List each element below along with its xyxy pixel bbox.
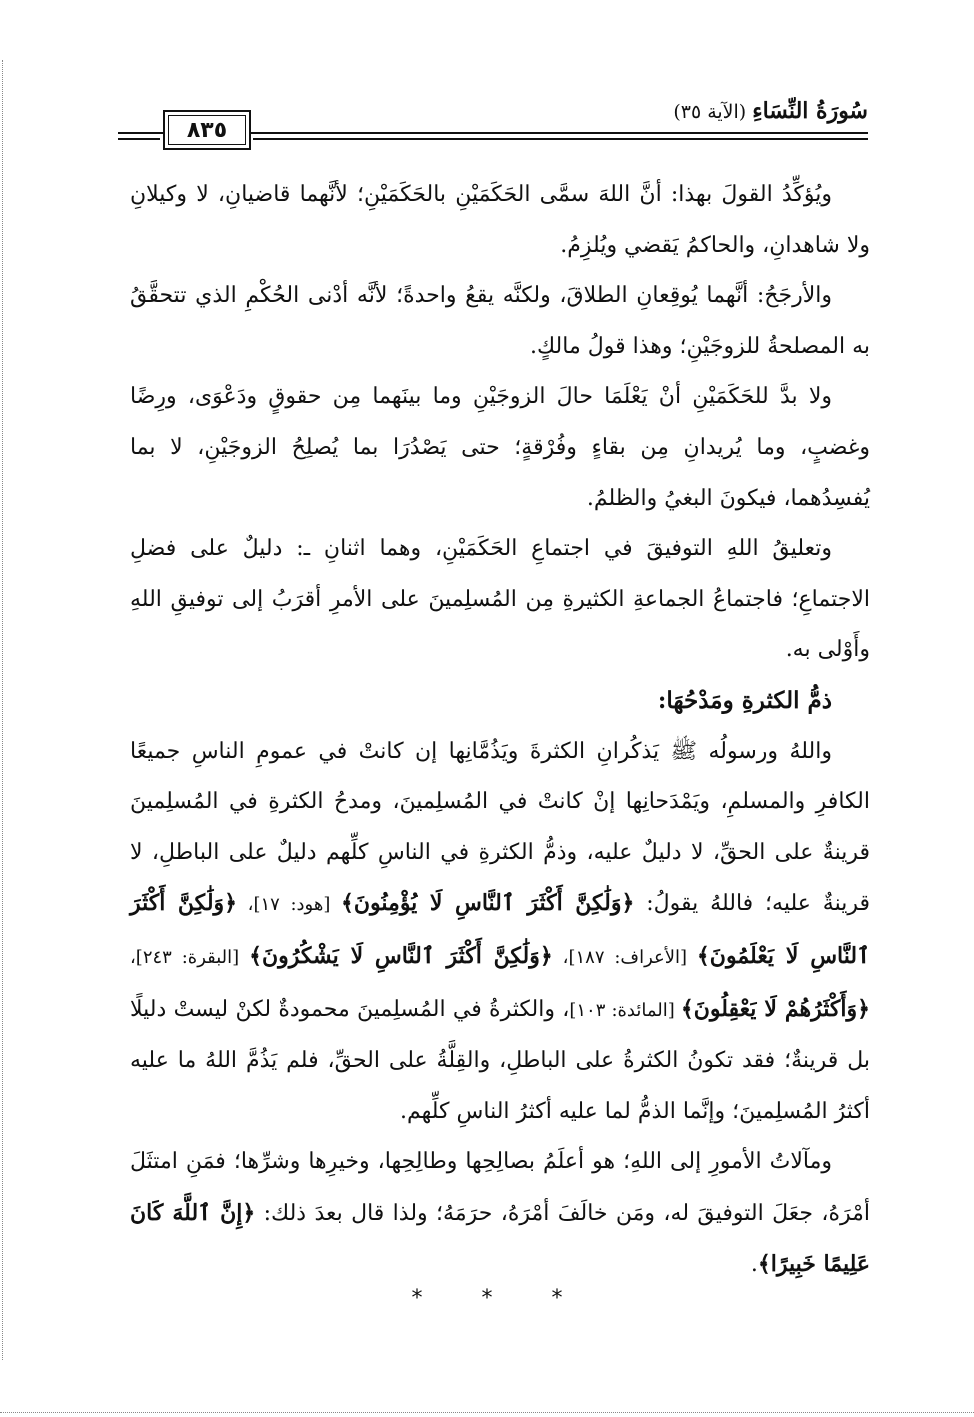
- running-title: [673, 98, 868, 124]
- paragraph-end: .: [750, 1252, 758, 1278]
- quran-verse: ﴿وَلَٰكِنَّ أَكْثَرَ ٱلنَّاسِ لَا يَعْلَمُونَ﴾: [130, 890, 870, 969]
- quran-verse: ﴿وَلَٰكِنَّ أَكْثَرَ ٱلنَّاسِ لَا يَشْكُرُونَ﴾: [249, 942, 553, 969]
- header-rule-right: [253, 138, 868, 140]
- header-rule-left: [118, 138, 160, 140]
- quran-verse: ﴿إِنَّ ٱللَّهَ كَانَ عَلِيمًا خَبِيرًا﴾: [130, 1199, 870, 1278]
- quran-verse: ﴿وَلَٰكِنَّ أَكْثَرَ ٱلنَّاسِ لَا يُؤْمِنُونَ﴾: [340, 890, 635, 917]
- paragraph-text: واللهُ ورسولُه ﷺ يَذكُرانِ الكثرةَ ويَذُمَّانِها إن كانتْ في عمومِ الناسِ جميعًا الكافرِ والمسلمِ، ويَمْدَحانِها إنْ كانتْ في المُسلِمينَ، ومدحُ الكثرةِ في المُسلِمينَ قرينةٌ على الحقِّ، لا دليلٌ عليه، وذمُّ الكثرةِ في الناسِ كلِّهم دليلٌ على الباطلِ، لا قرينةٌ عليه؛ فاللهُ يقولُ:: [130, 738, 870, 917]
- paragraph: [130, 727, 870, 1138]
- section-end-ornament: * * *: [411, 1286, 589, 1311]
- verse-reference: (الآية ٣٥): [673, 101, 747, 123]
- page-number-box: [163, 110, 251, 150]
- paragraph: ويُؤكِّدُ القولَ بهذا: أنَّ اللهَ سمَّى الحَكَمَيْنِ بالحَكَمَيْنِ؛ لأنَّهما قاضيانِ، لا وكيلانِ ولا شاهدانِ، والحاكمُ يَقضي ويُلزِمُ.: [130, 182, 870, 258]
- body-text: [130, 170, 870, 1291]
- paragraph: والأرجَحُ: أنَّهما يُوقِعانِ الطلاقَ، ولكنَّه يقعُ واحدةً؛ لأنَّه أدْنى الحُكْمِ الذي تتحقَّقُ به المصلحةُ للزوجَيْنِ؛ وهذا قولُ مالكٍ.: [130, 283, 870, 359]
- scan-edge-bottom: [0, 1412, 974, 1413]
- surah-name: سُورَةُ النِّسَاءِ: [752, 98, 868, 124]
- scan-edge-left: [2, 60, 3, 1360]
- verse-citation: [البقرة: ٢٤٣]،: [130, 946, 250, 968]
- paragraph: وتعليقُ اللهِ التوفيقَ في اجتماعِ الحَكَمَيْنِ، وهما اثنانِ ـ: دليلٌ على فضلِ الاجتماعِ؛ فاجتماعُ الجماعةِ الكثيرةِ مِن المُسلِمينَ على الأمرِ أقرَبُ إلى توفيقِ اللهِ وأَوْلى به.: [130, 536, 870, 663]
- paragraph: [130, 1137, 870, 1291]
- page-header: [118, 96, 868, 156]
- section-heading: ذمُّ الكثرةِ ومَدْحُهَا:: [657, 686, 832, 714]
- quran-verse: ﴿وَأَكْثَرُهُمْ لَا يَعْقِلُونَ﴾: [680, 995, 870, 1022]
- page-number: ٨٣٥: [186, 117, 228, 143]
- verse-citation: [المائدة: ١٠٣]: [569, 999, 681, 1021]
- paragraph: ولا بدَّ للحَكَمَيْنِ أنْ يَعْلَمَا حالَ الزوجَيْنِ وما بينَهما مِن حقوقٍ ودَعْوَى، ورِضًا وغضبٍ، وما يُريدانِ مِن بقاءٍ وفُرْقةٍ؛ حتى يَصْدُرَا بما يُصلِحُ الزوجَيْنِ، لا بما يُفسِدُهما، فيكونَ البغيُ والظلمُ.: [130, 384, 870, 511]
- verse-citation: [هود: ١٧]،: [237, 894, 341, 916]
- paragraph-text: ومآلاتُ الأمورِ إلى اللهِ؛ هو أعلَمُ بصالِحِها وطالِحِها، وخيرِها وشرِّها؛ فمَنِ امتثَلَ أمْرَهُ، جعَلَ التوفيقَ له، ومَن خالَفَ أمْرَهُ، حرَمَهُ؛ ولذا قال بعدَ ذلك:: [130, 1149, 871, 1226]
- paragraph-text: ، والكثرةُ في المُسلِمينَ محمودةٌ لكنْ ليستْ دليلًا بل قرينةٌ؛ فقد تكونُ الكثرةُ على الباطلِ، والقِلَّةُ على الحقِّ، فلم يَذُمَّ اللهُ ما عليه أكثرُ المُسلِمينَ؛ وإنَّما الذمُّ لما عليه أكثرُ الناسِ كلِّهم.: [130, 996, 870, 1124]
- verse-citation: [الأعراف: ١٨٧]،: [552, 946, 697, 968]
